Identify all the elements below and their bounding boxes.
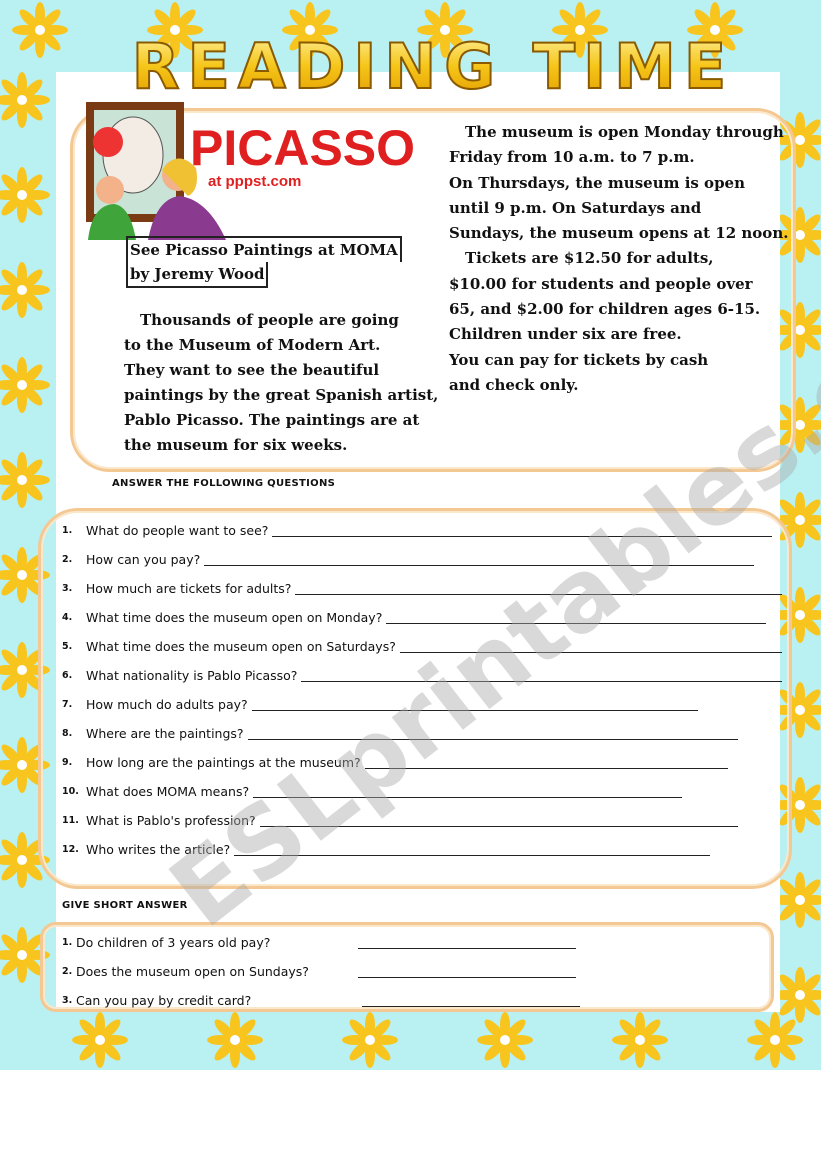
story-right-column bbox=[449, 120, 789, 398]
short-question-text: Do children of 3 years old pay? bbox=[76, 935, 271, 950]
question-text: Who writes the article? bbox=[86, 842, 231, 857]
flower-icon bbox=[0, 262, 50, 318]
question-number: 8. bbox=[62, 728, 73, 739]
story-left-line: paintings by the great Spanish artist, bbox=[124, 386, 439, 404]
questions-list bbox=[62, 516, 782, 864]
story-byline: by Jeremy Wood bbox=[126, 262, 268, 288]
logo-site: at pppst.com bbox=[208, 173, 302, 190]
story-left-column bbox=[124, 308, 454, 458]
question-row bbox=[62, 748, 782, 777]
answer-line[interactable] bbox=[204, 553, 754, 566]
question-text: Where are the paintings? bbox=[86, 726, 244, 741]
question-number: 5. bbox=[62, 641, 73, 652]
question-text: What time does the museum open on Monday? bbox=[86, 610, 383, 625]
question-text: What nationality is Pablo Picasso? bbox=[86, 668, 298, 683]
short-answer-line[interactable] bbox=[358, 936, 576, 949]
answer-line[interactable] bbox=[248, 727, 738, 740]
logo-brand: PICASSO bbox=[190, 120, 416, 176]
answer-line[interactable] bbox=[234, 843, 710, 856]
question-number: 12. bbox=[62, 844, 79, 855]
question-row bbox=[62, 661, 782, 690]
short-question-number: 1. bbox=[62, 937, 73, 948]
flower-icon bbox=[612, 1012, 668, 1068]
short-answer-list bbox=[62, 928, 582, 1015]
painting-red-shape bbox=[93, 127, 123, 157]
story-right-p1-line: Sundays, the museum opens at 12 noon. bbox=[449, 224, 789, 243]
flower-icon bbox=[342, 1012, 398, 1068]
story-right-p2-line: Tickets are $12.50 for adults, bbox=[465, 249, 714, 268]
question-row bbox=[62, 632, 782, 661]
flower-icon bbox=[0, 167, 50, 223]
flower-icon bbox=[0, 452, 50, 508]
questions-heading: ANSWER THE FOLLOWING QUESTIONS bbox=[112, 478, 336, 489]
question-number: 1. bbox=[62, 525, 73, 536]
short-question-number: 2. bbox=[62, 966, 73, 977]
boy-head-icon bbox=[96, 176, 124, 204]
question-text: What do people want to see? bbox=[86, 523, 269, 538]
picasso-logo bbox=[78, 100, 423, 240]
story-heading bbox=[126, 236, 402, 288]
question-row bbox=[62, 835, 782, 864]
story-right-p2-line: You can pay for tickets by cash bbox=[449, 350, 709, 369]
short-answer-heading: GIVE SHORT ANSWER bbox=[62, 900, 188, 911]
question-text: How long are the paintings at the museum? bbox=[86, 755, 361, 770]
question-number: 3. bbox=[62, 583, 73, 594]
short-question-text: Does the museum open on Sundays? bbox=[76, 964, 309, 979]
question-number: 9. bbox=[62, 757, 73, 768]
answer-line[interactable] bbox=[272, 524, 772, 537]
page-title: READING TIME bbox=[131, 30, 735, 100]
flower-icon bbox=[72, 1012, 128, 1068]
story-left-line: Thousands of people are going bbox=[140, 311, 399, 329]
answer-line[interactable] bbox=[295, 582, 782, 595]
question-text: How much are tickets for adults? bbox=[85, 581, 292, 596]
question-row bbox=[62, 777, 782, 806]
answer-line[interactable] bbox=[252, 698, 698, 711]
question-row bbox=[62, 603, 782, 632]
question-number: 10. bbox=[62, 786, 79, 797]
flower-icon bbox=[477, 1012, 533, 1068]
short-question-text: Can you pay by credit card? bbox=[76, 993, 252, 1008]
answer-line[interactable] bbox=[386, 611, 766, 624]
story-left-line: the museum for six weeks. bbox=[124, 436, 348, 454]
question-text: How much do adults pay? bbox=[86, 697, 248, 712]
question-text: What does MOMA means? bbox=[86, 784, 250, 799]
story-left-line: They want to see the beautiful bbox=[124, 361, 380, 379]
question-number: 2. bbox=[62, 554, 73, 565]
question-row bbox=[62, 806, 782, 835]
question-number: 4. bbox=[62, 612, 73, 623]
short-answer-line[interactable] bbox=[358, 965, 576, 978]
question-row bbox=[62, 574, 782, 603]
story-right-p1-line: Friday from 10 a.m. to 7 p.m. bbox=[449, 148, 695, 167]
story-right-p1-line: On Thursdays, the museum is open bbox=[449, 173, 746, 192]
story-right-p1-line: until 9 p.m. On Saturdays and bbox=[449, 198, 702, 217]
story-right-p2-line: and check only. bbox=[449, 375, 579, 394]
short-answer-line[interactable] bbox=[362, 994, 580, 1007]
answer-line[interactable] bbox=[400, 640, 782, 653]
short-question-row bbox=[62, 957, 582, 986]
answer-line[interactable] bbox=[260, 814, 738, 827]
story-right-p1-line: The museum is open Monday through bbox=[465, 123, 784, 141]
answer-line[interactable] bbox=[301, 669, 782, 682]
question-text: What is Pablo's profession? bbox=[86, 813, 256, 828]
question-number: 7. bbox=[62, 699, 73, 710]
question-row bbox=[62, 690, 782, 719]
flower-icon bbox=[207, 1012, 263, 1068]
question-text: What time does the museum open on Saturdays? bbox=[86, 639, 396, 654]
short-question-row bbox=[62, 928, 582, 957]
page-title-art bbox=[0, 20, 821, 100]
answer-line[interactable] bbox=[365, 756, 728, 769]
story-right-p2-line: Children under six are free. bbox=[449, 325, 682, 344]
story-right-p2-line: $10.00 for students and people over bbox=[449, 274, 753, 293]
question-text: How can you pay? bbox=[86, 552, 201, 567]
answer-line[interactable] bbox=[253, 785, 682, 798]
story-right-p2-line: 65, and $2.00 for children ages 6-15. bbox=[449, 300, 761, 319]
story-left-line: Pablo Picasso. The paintings are at bbox=[124, 411, 420, 429]
flower-icon bbox=[0, 357, 50, 413]
question-row bbox=[62, 516, 782, 545]
flower-icon bbox=[747, 1012, 803, 1068]
question-row bbox=[62, 545, 782, 574]
question-number: 6. bbox=[62, 670, 73, 681]
story-title: See Picasso Paintings at MOMA bbox=[126, 236, 402, 262]
question-number: 11. bbox=[62, 815, 79, 826]
short-question-row bbox=[62, 986, 582, 1015]
question-row bbox=[62, 719, 782, 748]
short-question-number: 3. bbox=[62, 995, 73, 1006]
story-left-line: to the Museum of Modern Art. bbox=[124, 336, 381, 354]
